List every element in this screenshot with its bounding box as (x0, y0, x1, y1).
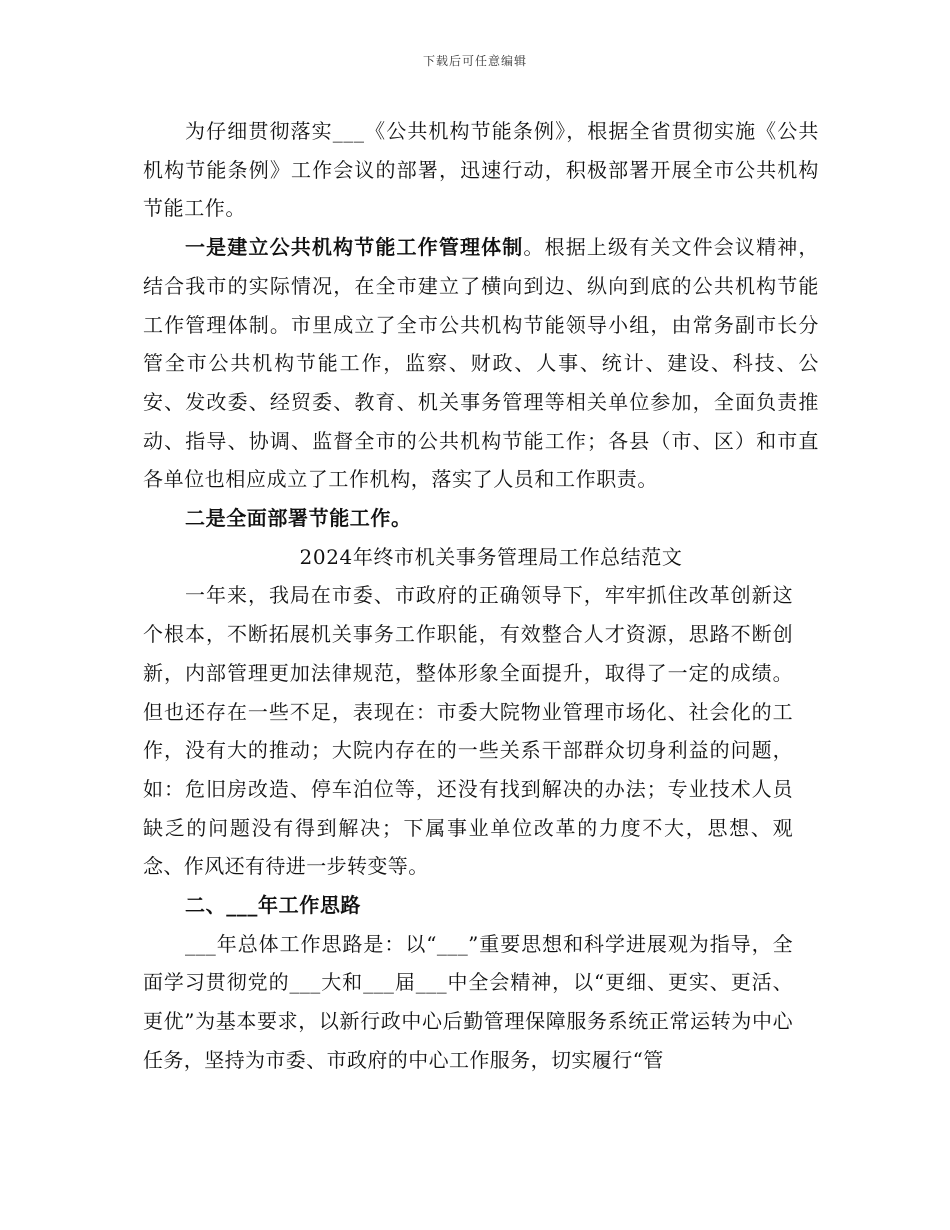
plan-heading-prefix: 二、 (185, 893, 227, 918)
plan-heading-blank: ___ (226, 893, 259, 918)
intro-text-rest: 《公共机构节能条例》，根据全省贯彻实施《公共机构节能条例》工作会议的部署，迅速行动，积极部署开展全市公共机构节能工作。 (143, 119, 820, 221)
plan-heading-suffix: 年工作思路 (258, 893, 362, 918)
plan-blank-thought: ___ (436, 931, 469, 956)
plan-heading (143, 886, 819, 925)
plan-paragraph (143, 925, 793, 1080)
point1-body: 。根据上级有关文件会议精神，结合我市的实际情况，在全市建立了横向到边、纵向到底的公共机构节能工作管理体制。市里成立了全市公共机构节能领导小组，由常务副市长分管全市公共机构节能工作，监察、财政、人事、统计、建设、科技、公安、发改委、经贸委、教育、机关事务管理等相关单位参加，全面负责推动、指导、协调、监督全市的公共机构节能工作；各县（市、区）和市直各单位也相应成立了工作机构，落实了人员和工作职责。 (143, 235, 819, 492)
plan-text-1: 年总体工作思路是：以“ (216, 931, 437, 956)
summary-paragraph: 一年来，我局在市委、市政府的正确领导下，牢牢抓住改革创新这个根本，不断拓展机关事务工作职能，有效整合人才资源，思路不断创新，内部管理更加法律规范，整体形象全面提升，取得了一定的成绩。但也还存在一些不足，表现在：市委大院物业管理市场化、社会化的工作，没有大的推动；大院内存在的一些关系干部群众切身利益的问题，如：危旧房改造、停车泊位等，还没有找到解决的办法；专业技术人员缺乏的问题没有得到解决；下属事业单位改革的力度不大，思想、观念、作风还有待进一步转变等。 (143, 583, 793, 879)
intro-text-start: 为仔细贯彻落实 (185, 119, 333, 143)
plan-text-2: ”重要思想和科学进展观为指导，全面学习贯彻党的 (143, 931, 794, 995)
document-title: 2024年终市机关事务管理局工作总结范文 (299, 544, 683, 569)
plan-blank-plenary: ___ (415, 970, 447, 995)
document-body (143, 112, 819, 1080)
plan-text-4: 届 (394, 970, 416, 995)
plan-blank-session: ___ (363, 970, 395, 995)
point1-heading: 一是建立公共机构节能工作管理体制 (185, 235, 524, 260)
intro-blank: ___ (332, 119, 365, 143)
plan-blank-congress: ___ (289, 970, 321, 995)
plan-blank-year: ___ (185, 931, 217, 956)
page-header-note: 下载后可任意编辑 (422, 54, 527, 68)
intro-paragraph (143, 112, 819, 228)
point1-paragraph (143, 228, 819, 499)
point2-heading: 二是全面部署节能工作。 (185, 506, 412, 531)
plan-text-3: 大和 (320, 970, 364, 995)
plan-text-5: 中全会精神，以“更细、更实、更活、更优”为基本要求，以新行政中心后勤管理保障服务系统正常运转为中心任务，坚持为市委、市政府的中心工作服务，切实履行“管 (143, 970, 793, 1072)
